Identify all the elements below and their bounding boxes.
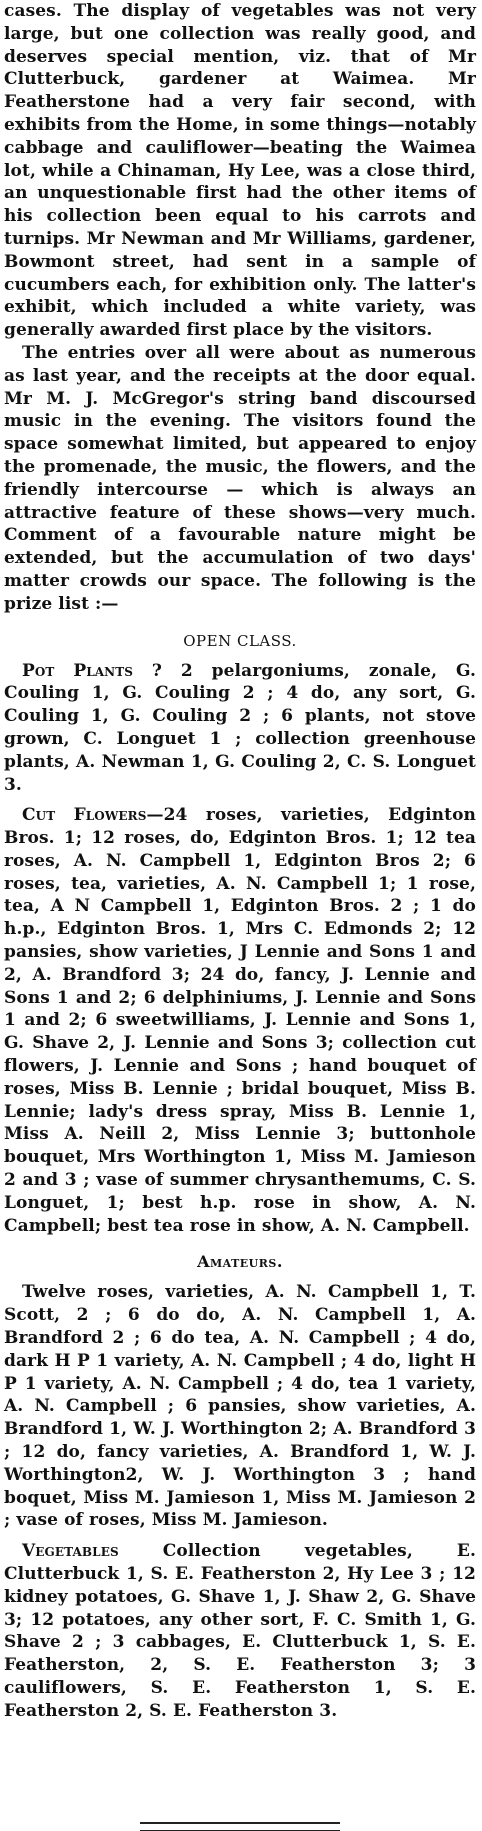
column-divider-rule: [140, 1822, 340, 1831]
amateurs-paragraph: Twelve roses, varieties, A. N. Campbell 1, T. Scott, 2 ; 6 do do, A. N. Campbell 1, A. Brandford 2 ; 6 do tea, A. N. Campbell ; 4 do, dark H P 1 variety, A. N. Campbell ; 4 do, light H P 1 variety, A. N. Campbell ; 4 do, tea 1 variety, A. N. Campbell ; 6 pansies, show varieties, A. Brandford 1, W. J. Worthington 2; A. Brandford 3 ; 12 do, fancy varieties, A. Brandford 1, W. J. Worthington2, W. J. Worthington 3 ; hand boquet, Miss M. Jamieson 1, Miss M. Jamieson 2 ; vase of roses, Miss M. Jamieson.: [4, 1282, 476, 1531]
cut-flowers-lead: Cut Flowers: [22, 805, 147, 826]
cut-flowers-text: —24 roses, varieties, Edginton Bros. 1; 12 roses, do, Edginton Bros. 1; 12 tea roses, A. N. Campbell 1, Edginton Bros 2; 6 roses, tea, varieties, A. N. Campbell 1; 1 rose, tea, A N Campbell 1, Edginton Bros. 2 ; 1 do h.p., Edginton Bros. 1, Mrs C. Edmonds 2; 12 pansies, show varieties, J Lennie and Sons 1 and 2, A. Brandford 3; 24 do, fancy, J. Lennie and Sons 1 and 2; 6 delphiniums, J. Lennie and Sons 1 and 2; 6 sweetwilliams, J. Lennie and Sons 1, G. Shave 2, J. Lennie and Sons 3; collection cut flowers, J. Lennie and Sons ; hand bouquet of roses, Miss B. Lennie ; bridal bouquet, Miss B. Lennie; lady's dress spray, Miss B. Lennie 1, Miss A. Neill 2, Miss Lennie 3; buttonhole bouquet, Mrs Worthington 1, Miss M. Jamieson 2 and 3 ; vase of summer chrysanthemums, C. S. Longuet, 1; best h.p. rose in show, A. N. Campbell; best tea rose in show, A. N. Campbell.: [4, 805, 476, 1236]
amateurs-heading: Amateurs.: [197, 1252, 283, 1272]
vegetables-lead: Vegetables: [22, 1541, 119, 1562]
spacer: [4, 652, 476, 660]
article-column: [4, 0, 476, 1723]
open-class-heading: OPEN CLASS.: [183, 631, 297, 650]
spacer: [4, 1237, 476, 1251]
vegetables-text: Collection vegetables, E. Clutterbuck 1, S. E. Featherston 2, Hy Lee 3 ; 12 kidney potatoes, G. Shave 1, J. Shaw 2, G. Shave 3; 12 potatoes, any other sort, F. C. Smith 1, G. Shave 2 ; 3 cabbages, E. Clutterbuck 1, S. E. Featherston, 2, S. E. Featherston 3; 3 cauliflowers, S. E. Featherston 1, S. E. Featherston 2, S. E. Featherston 3.: [4, 1541, 476, 1721]
entries-paragraph: The entries over all were about as numerous as last year, and the receipts at the door equal. Mr M. J. McGregor's string band discoursed music in the evening. The visitors found the space somewhat limited, but appeared to enjoy the promenade, the music, the flowers, and the friendly intercourse — which is always an attractive feature of these shows—very much. Comment of a favourable nature might be extended, but the accumulation of two days' matter crowds our space. The following is the prize list :—: [4, 342, 476, 614]
spacer: [4, 1532, 476, 1540]
intro-paragraph: cases. The display of vegetables was not very large, but one collection was really good, and deserves special mention, viz. that of Mr Clutterbuck, gardener at Waimea. Mr Featherstone had a very fair second, with exhibits from the Home, in some things—notably cabbage and cauliflower—beating the Waimea lot, while a Chinaman, Hy Lee, was a close third, an unquestionable first had the other items of his collection been equal to his carrots and turnips. Mr Newman and Mr Williams, gardener, Bowmont street, had sent in a sample of cucumbers each, for exhibition only. The latter's exhibit, which included a white variety, was generally awarded first place by the visitors.: [4, 1, 476, 341]
vegetables-paragraph: [4, 1540, 476, 1722]
cut-flowers-paragraph: [4, 804, 476, 1237]
pot-plants-paragraph: [4, 660, 476, 797]
spacer: [4, 616, 476, 630]
pot-plants-text: 2 pelargoniums, zonale, G. Couling 1, G. Couling 2 ; 4 do, any sort, G. Couling 1, G. Couling 2 ; 6 plants, not stove grown, C. Longuet 1 ; collection greenhouse plants, A. Newman 1, G. Couling 2, C. S. Longuet 3.: [4, 660, 476, 795]
spacer: [4, 1273, 476, 1281]
spacer: [4, 796, 476, 804]
pot-plants-lead: Pot Plants ?: [22, 660, 162, 681]
